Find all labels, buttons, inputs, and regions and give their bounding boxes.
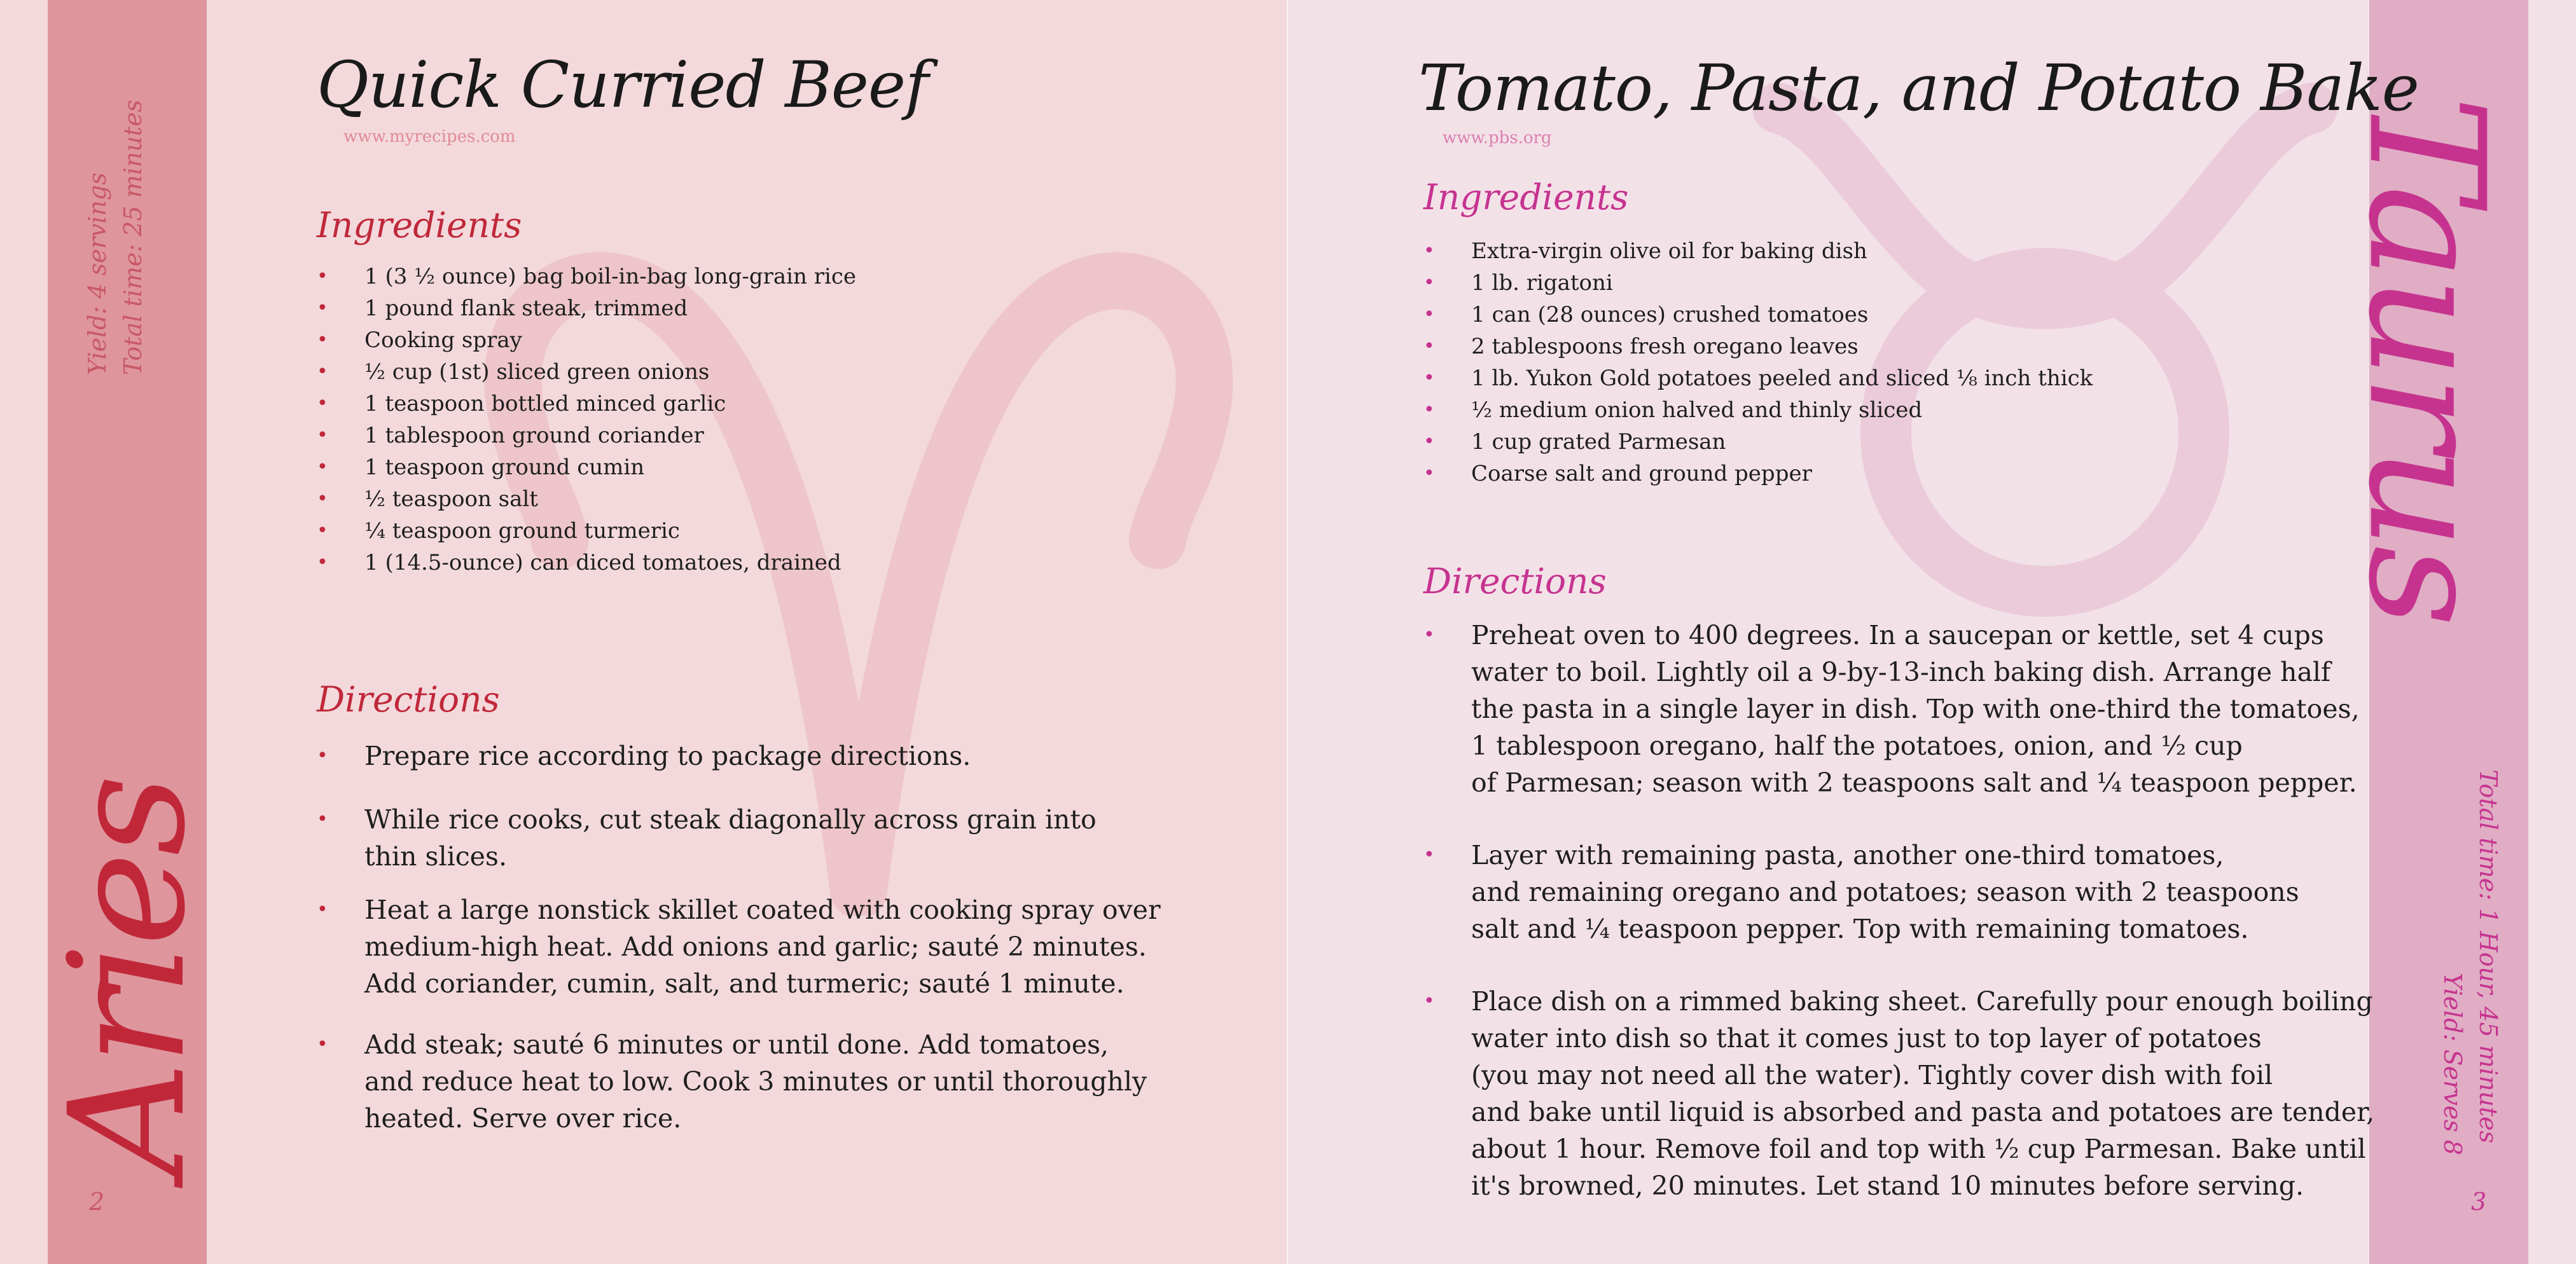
bullet-dot-icon: • [317,329,328,351]
right-page [1288,0,2576,1264]
right-ingredients-heading: Ingredients [1423,177,1629,217]
right-total-time: Total time: 1 Hour, 45 minutes [2474,769,2502,1143]
right-sign-name: Taurus [2334,95,2519,624]
direction-step: • Place dish on a rimmed baking sheet. Carefully pour enough boiling water into dish so that it comes just to top layer of potatoes (you may not need all the water). Tightly cover dish with foil and bake until liquid is absorbed and pasta and potatoes are tender, about 1 hour. Remove foil and top with ½ cup Parmesan. Bake until it's browned, 20 minutes. Let stand 10 minutes before serving. [1423,983,2374,1204]
list-item: • Coarse salt and ground pepper [1423,458,2093,490]
direction-step: • While rice cooks, cut steak diagonally across grain into thin slices. [317,801,1161,875]
bullet-dot-icon: • [1423,240,1435,262]
bullet-dot-icon: • [317,361,328,383]
right-yield: Yield: Serves 8 [2439,973,2467,1155]
left-yield: Yield: 4 servings [83,172,111,375]
list-item: • 1 lb. Yukon Gold potatoes peeled and sliced ⅛ inch thick [1423,362,2093,394]
list-item: • 1 can (28 ounces) crushed tomatoes [1423,299,2093,331]
right-directions-heading: Directions [1423,561,1607,601]
list-item: • 1 tablespoon ground coriander [317,420,856,451]
list-item: • ½ medium onion halved and thinly sliced [1423,394,2093,426]
bullet-dot-icon: • [317,808,328,830]
bullet-dot-icon: • [317,1033,328,1055]
list-item: • Extra-virgin olive oil for baking dish [1423,235,2093,267]
direction-step: • Preheat oven to 400 degrees. In a saucepan or kettle, set 4 cups water to boil. Lightly oil a 9-by-13-inch baking dish. Arrange half the pasta in a single layer in dish. Top with one-third the tomatoes, 1 tablespoon oregano, half the potatoes, onion, and ½ cup of Parmesan; season with 2 teaspoons salt and ¼ teaspoon pepper. [1423,617,2374,801]
right-recipe-source: www.pbs.org [1443,128,1552,148]
list-item: • 1 lb. rigatoni [1423,267,2093,299]
list-item: • Cooking spray [317,324,856,356]
right-directions-list [1423,617,2374,1204]
left-page-number: 2 [89,1188,105,1216]
left-recipe-source: www.myrecipes.com [343,127,516,146]
right-ingredients-list [1423,235,2093,490]
left-ingredients-heading: Ingredients [317,205,522,245]
direction-step: • Add steak; sauté 6 minutes or until done. Add tomatoes, and reduce heat to low. Cook 3 minutes or until thoroughly heated. Serve over rice. [317,1026,1161,1137]
bullet-dot-icon: • [1423,303,1435,326]
bullet-dot-icon: • [1423,335,1435,357]
list-item: • 2 tablespoons fresh oregano leaves [1423,331,2093,362]
left-sign-name: Aries [35,778,220,1176]
right-recipe-title: Tomato, Pasta, and Potato Bake [1418,51,2419,125]
left-directions-list [317,738,1161,1137]
list-item: • 1 teaspoon bottled minced garlic [317,388,856,420]
bullet-dot-icon: • [1423,624,1435,646]
bullet-dot-icon: • [317,519,328,542]
left-total-time: Total time: 25 minutes [119,99,147,375]
right-yield-time [2435,769,2506,1155]
right-page-number: 3 [2471,1188,2487,1216]
left-directions-heading: Directions [317,679,500,720]
list-item: • ½ teaspoon salt [317,483,856,515]
list-item: • 1 pound flank steak, trimmed [317,292,856,324]
list-item: • ¼ teaspoon ground turmeric [317,515,856,547]
bullet-dot-icon: • [317,488,328,510]
bullet-dot-icon: • [1423,844,1435,866]
list-item: • 1 teaspoon ground cumin [317,451,856,483]
bullet-dot-icon: • [317,297,328,319]
bullet-dot-icon: • [317,265,328,287]
bullet-dot-icon: • [1423,271,1435,294]
bullet-dot-icon: • [1423,990,1435,1012]
bullet-dot-icon: • [317,898,328,921]
bullet-dot-icon: • [317,456,328,478]
list-item: • 1 (14.5-ounce) can diced tomatoes, drained [317,547,856,579]
left-ingredients-list [317,261,856,579]
list-item: • 1 cup grated Parmesan [1423,426,2093,458]
direction-step: • Layer with remaining pasta, another one-third tomatoes, and remaining oregano and potatoes; season with 2 teaspoons salt and ¼ teaspoon pepper. Top with remaining tomatoes. [1423,837,2374,947]
direction-step: • Prepare rice according to package directions. [317,738,1161,774]
bullet-dot-icon: • [1423,399,1435,421]
bullet-dot-icon: • [317,551,328,574]
bullet-dot-icon: • [317,745,328,767]
bullet-dot-icon: • [1423,430,1435,453]
left-yield-time [80,100,151,375]
bullet-dot-icon: • [317,424,328,446]
list-item: • 1 (3 ½ ounce) bag boil-in-bag long-grain rice [317,261,856,292]
left-recipe-title: Quick Curried Beef [317,48,929,122]
bullet-dot-icon: • [1423,462,1435,484]
bullet-dot-icon: • [1423,367,1435,389]
list-item: • ½ cup (1st) sliced green onions [317,356,856,388]
direction-step: • Heat a large nonstick skillet coated with cooking spray over medium-high heat. Add onions and garlic; sauté 2 minutes. Add coriander, cumin, salt, and turmeric; sauté 1 minute. [317,891,1161,1002]
bullet-dot-icon: • [317,392,328,415]
